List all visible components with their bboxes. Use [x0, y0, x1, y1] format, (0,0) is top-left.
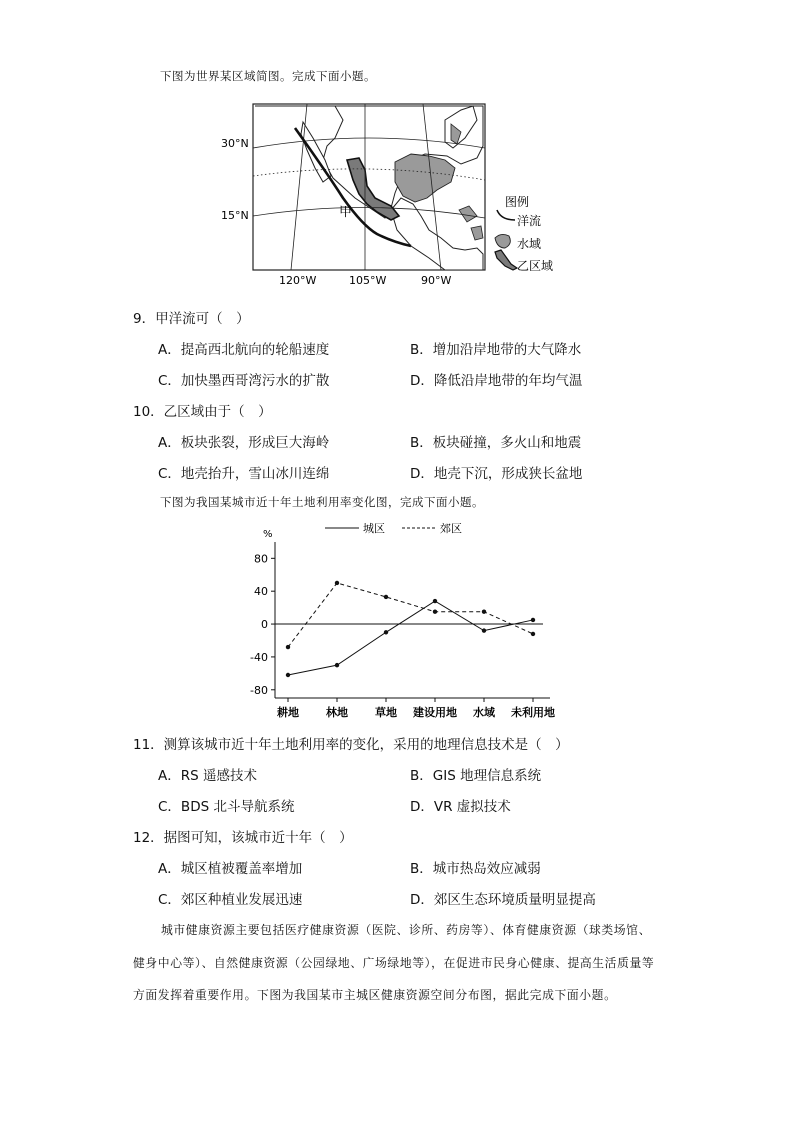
y-axis-unit: %	[263, 529, 273, 540]
series-line-郊区	[288, 583, 533, 647]
series-line-城区	[288, 601, 533, 675]
legend-current-symbol	[497, 210, 515, 220]
legend-yi-symbol	[495, 250, 517, 270]
x-tick-label: 建设用地	[413, 706, 457, 719]
section3-paragraph: 城市健康资源主要包括医疗健康资源（医院、诊所、药房等）、体育健康资源（球类场馆、健身中心等）、自然健康资源（公园绿地、广场绿地等），在促进市民身心健康、提高生活质量等方面发挥着重要作用。下图为我国某市主城区健康资源空间分布图，据此完成下面小题。	[133, 923, 655, 1002]
data-point	[384, 595, 388, 599]
q10-option-a[interactable]: A．板块张裂，形成巨大海岭	[158, 435, 330, 451]
legend-current-label: 洋流	[517, 214, 542, 228]
q9-option-a[interactable]: A．提高西北航向的轮船速度	[158, 342, 330, 358]
q12-option-d[interactable]: D．郊区生态环境质量明显提高	[410, 892, 596, 908]
q11-stem: 11．测算该城市近十年土地利用率的变化，采用的地理信息技术是（ ）	[133, 737, 569, 753]
data-point	[531, 618, 535, 622]
lon-label-120: 120°W	[279, 274, 317, 287]
q11-option-a[interactable]: A．RS 遥感技术	[158, 768, 257, 784]
x-tick-label: 未利用地	[511, 706, 555, 719]
data-point	[433, 610, 437, 614]
legend-label: 城区	[363, 522, 385, 535]
legend-title: 图例	[505, 195, 530, 209]
y-tick-label: 40	[254, 585, 268, 599]
y-tick-label: 80	[254, 552, 268, 566]
q9-option-c[interactable]: C．加快墨西哥湾污水的扩散	[158, 373, 330, 389]
x-tick-label: 草地	[375, 706, 397, 719]
y-tick-label: -80	[250, 683, 268, 697]
y-tick-label: -40	[250, 650, 268, 664]
x-tick-label: 林地	[326, 706, 348, 719]
lon-label-90: 90°W	[421, 274, 452, 287]
q11-option-d[interactable]: D．VR 虚拟技术	[410, 799, 511, 815]
data-point	[335, 663, 339, 667]
lat-label-30: 30°N	[221, 137, 249, 150]
q9-option-d[interactable]: D．降低沿岸地带的年均气温	[410, 373, 583, 389]
legend-water-symbol	[495, 234, 510, 248]
legend-water-label: 水域	[517, 237, 542, 251]
data-point	[286, 645, 290, 649]
q10-option-b[interactable]: B．板块碰撞，多火山和地震	[410, 435, 582, 451]
section2-intro: 下图为我国某城市近十年土地利用率变化图，完成下面小题。	[160, 495, 484, 509]
q10-option-d[interactable]: D．地壳下沉，形成狭长盆地	[410, 466, 583, 482]
q9-option-b[interactable]: B．增加沿岸地带的大气降水	[410, 342, 582, 358]
q9-stem: 9．甲洋流可（ ）	[133, 311, 250, 327]
lat-label-15: 15°N	[221, 209, 249, 222]
data-point	[286, 673, 290, 677]
q10-stem: 10．乙区域由于（ ）	[133, 404, 272, 420]
lon-label-105: 105°W	[349, 274, 387, 287]
q12-stem: 12．据图可知，该城市近十年（ ）	[133, 830, 353, 846]
region-map	[215, 98, 565, 290]
section1-intro: 下图为世界某区域简图。完成下面小题。	[160, 69, 376, 83]
data-point	[531, 632, 535, 636]
q12-option-b[interactable]: B．城市热岛效应减弱	[410, 861, 541, 877]
region-label-jia: 甲	[339, 205, 353, 220]
q12-option-c[interactable]: C．郊区种植业发展迅速	[158, 892, 303, 908]
data-point	[482, 610, 486, 614]
data-point	[482, 628, 486, 632]
x-tick-label: 耕地	[277, 706, 299, 719]
data-point	[433, 599, 437, 603]
q12-option-a[interactable]: A．城区植被覆盖率增加	[158, 861, 303, 877]
land-use-chart	[230, 516, 560, 720]
legend-yi-label: 乙区域	[517, 259, 554, 273]
q11-option-c[interactable]: C．BDS 北斗导航系统	[158, 799, 295, 815]
data-point	[335, 581, 339, 585]
q11-option-b[interactable]: B．GIS 地理信息系统	[410, 768, 542, 784]
x-tick-label: 水域	[473, 706, 495, 719]
data-point	[384, 630, 388, 634]
legend-label: 郊区	[440, 522, 462, 535]
y-tick-label: 0	[261, 618, 268, 632]
q10-option-c[interactable]: C．地壳抬升，雪山冰川连绵	[158, 466, 330, 482]
